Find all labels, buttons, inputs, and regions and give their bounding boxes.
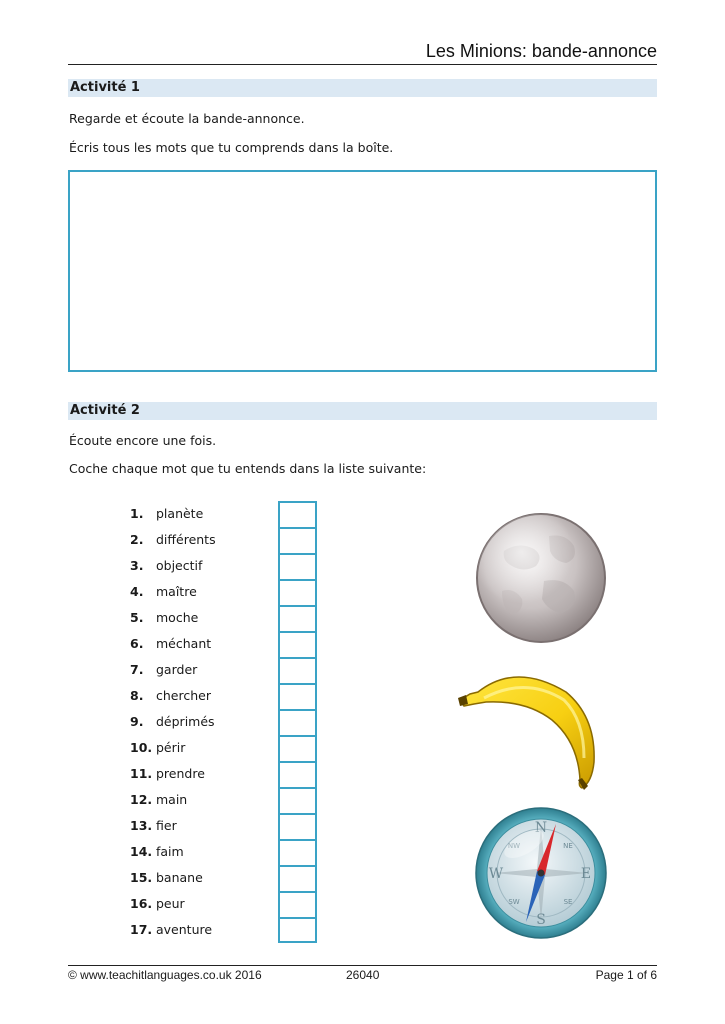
page-title: Les Minions: bande-annonce <box>425 41 657 61</box>
item-word: planète <box>156 506 204 521</box>
checkbox[interactable] <box>278 501 317 527</box>
checkbox[interactable] <box>278 787 317 813</box>
item-number: 16. <box>130 896 153 911</box>
compass-label-nw: NW <box>507 842 521 850</box>
checkbox-column <box>278 501 317 943</box>
item-word: faim <box>156 844 184 859</box>
item-number: 12. <box>130 792 153 807</box>
compass-label-w: W <box>488 866 504 882</box>
checkbox[interactable] <box>278 735 317 761</box>
item-word: aventure <box>156 922 213 937</box>
item-word: peur <box>156 896 185 911</box>
item-number: 8. <box>130 688 144 703</box>
checkbox[interactable] <box>278 813 317 839</box>
compass-label-se: SE <box>563 898 573 906</box>
item-word: banane <box>156 870 203 885</box>
activity-2-heading: Activité 2 <box>68 402 657 420</box>
checkbox[interactable] <box>278 579 317 605</box>
title-divider <box>68 64 657 65</box>
item-number: 17. <box>130 922 153 937</box>
compass-label-e: E <box>580 866 592 882</box>
planet-icon <box>474 511 608 645</box>
item-number: 14. <box>130 844 153 859</box>
footer-copyright: © www.teachitlanguages.co.uk 2016 <box>68 968 262 982</box>
item-number: 1. <box>130 506 144 521</box>
item-word: différents <box>156 532 216 547</box>
compass-icon <box>474 806 608 940</box>
item-number: 15. <box>130 870 153 885</box>
item-word: main <box>156 792 188 807</box>
compass-label-ne: NE <box>563 842 573 850</box>
item-word: garder <box>156 662 198 677</box>
item-number: 9. <box>130 714 144 729</box>
item-word: objectif <box>156 558 203 573</box>
checkbox[interactable] <box>278 917 317 943</box>
banana-icon <box>456 662 606 792</box>
item-number: 11. <box>130 766 153 781</box>
item-word: maître <box>156 584 197 599</box>
answer-box[interactable] <box>68 170 657 372</box>
checkbox[interactable] <box>278 839 317 865</box>
checkbox[interactable] <box>278 605 317 631</box>
footer-code: 26040 <box>346 968 380 982</box>
footer-page-number: Page 1 of 6 <box>595 968 657 982</box>
checkbox[interactable] <box>278 709 317 735</box>
activity-2-instruction-2: Coche chaque mot que tu entends dans la liste suivante: <box>69 461 427 476</box>
item-word: fier <box>156 818 177 833</box>
compass-label-s: S <box>536 912 546 928</box>
activity-1-heading: Activité 1 <box>68 79 657 97</box>
checkbox[interactable] <box>278 657 317 683</box>
checkbox[interactable] <box>278 865 317 891</box>
item-number: 13. <box>130 818 153 833</box>
checkbox[interactable] <box>278 683 317 709</box>
checkbox[interactable] <box>278 891 317 917</box>
item-number: 2. <box>130 532 144 547</box>
item-word: prendre <box>156 766 205 781</box>
item-word: périr <box>156 740 186 755</box>
footer-divider <box>68 965 657 966</box>
item-number: 4. <box>130 584 144 599</box>
item-word: déprimés <box>156 714 215 729</box>
checkbox[interactable] <box>278 553 317 579</box>
item-word: moche <box>156 610 199 625</box>
activity-2-instruction-1: Écoute encore une fois. <box>69 433 217 448</box>
checkbox[interactable] <box>278 527 317 553</box>
activity-1-instruction-2: Écris tous les mots que tu comprends dans la boîte. <box>69 140 394 155</box>
checkbox[interactable] <box>278 631 317 657</box>
item-number: 7. <box>130 662 144 677</box>
item-number: 3. <box>130 558 144 573</box>
compass-label-sw: SW <box>508 898 520 906</box>
compass-label-n: N <box>534 820 548 836</box>
checkbox[interactable] <box>278 761 317 787</box>
item-number: 5. <box>130 610 144 625</box>
item-word: chercher <box>156 688 211 703</box>
item-word: méchant <box>156 636 212 651</box>
activity-1-instruction-1: Regarde et écoute la bande-annonce. <box>69 111 305 126</box>
item-number: 10. <box>130 740 153 755</box>
item-number: 6. <box>130 636 144 651</box>
